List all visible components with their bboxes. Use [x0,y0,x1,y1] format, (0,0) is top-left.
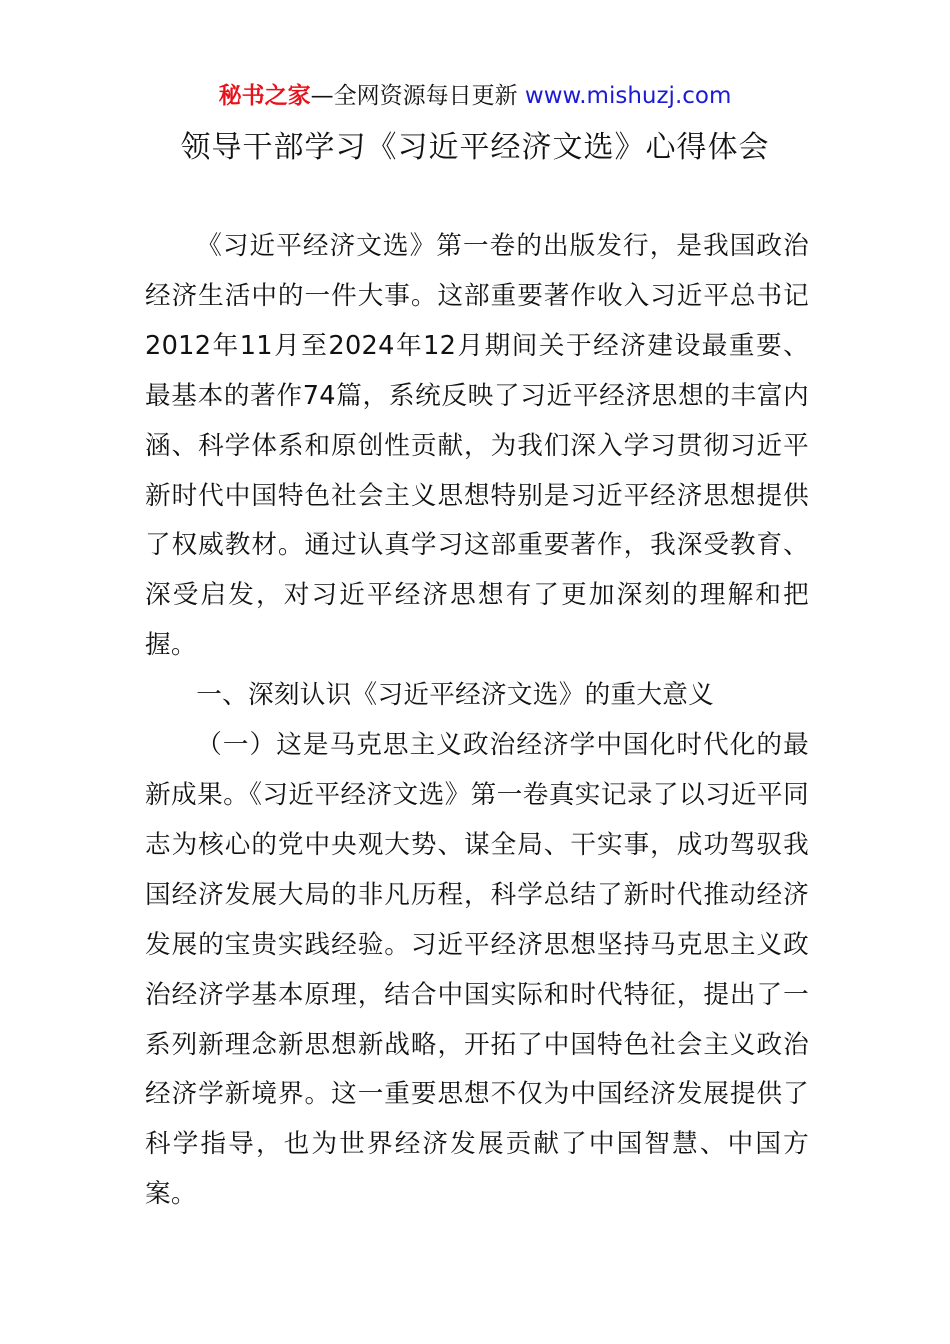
document-title: 领导干部学习《习近平经济文选》心得体会 [180,130,770,165]
section-heading: 一、深刻认识《习近平经济文选》的重大意义 [196,680,715,711]
subsection-paragraph: （一）这是马克思主义政治经济学中国化时代化的最新成果。《习近平经济文选》第一卷真实记录了以习近平同志为核心的党中央观大势、谋全局、干实事，成功驾驭我国经济发展大局的非凡历程，科学总结了新时代推动经济发展的宝贵实践经验。习近平经济思想坚持马克思主义政治经济学基本原理，结合中国实际和时代特征，提出了一系列新理念新思想新战略，开拓了中国特色社会主义政治经济学新境界。这一重要思想不仅为中国经济发展提供了科学指导，也为世界经济发展贡献了中国智慧、中国方案。 [145,730,809,1210]
document-body [145,222,809,1220]
site-header [0,80,950,112]
header-tagline: —全网资源每日更新 [310,83,518,109]
site-url-link[interactable]: www.mishuzj.com [524,83,732,109]
intro-paragraph: 《习近平经济文选》第一卷的出版发行，是我国政治经济生活中的一件大事。这部重要著作收入习近平总书记2012年11月至2024年12月期间关于经济建设最重要、最基本的著作74篇，系统反映了习近平经济思想的丰富内涵、科学体系和原创性贡献，为我们深入学习贯彻习近平新时代中国特色社会主义思想特别是习近平经济思想提供了权威教材。通过认真学习这部重要著作，我深受教育、深受启发，对习近平经济思想有了更加深刻的理解和把握。 [145,231,809,661]
brand-name: 秘书之家 [218,83,311,109]
